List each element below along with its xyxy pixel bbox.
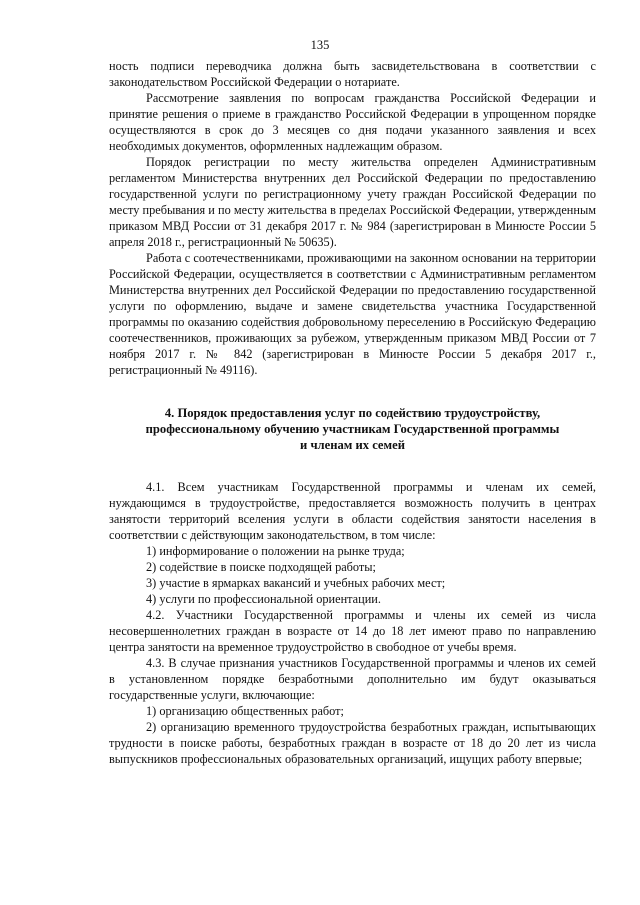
list-item: 2) содействие в поиске подходящей работы;	[146, 560, 376, 574]
document-body	[109, 58, 596, 767]
paragraph-continuation: ность подписи переводчика должна быть засвидетельствована в соответствии с законодательством Российской Федерации о нотариате.	[109, 59, 596, 89]
section-heading	[109, 405, 596, 453]
unemployed-services-list	[109, 703, 596, 719]
page-number: 135	[310, 38, 330, 52]
list-item: 4) услуги по профессиональной ориентации.	[146, 592, 381, 606]
clause-4-3: 4.3. В случае признания участников Государственной программы и членов их семей в установленном порядке безработными дополнительно им будут оказываться государственные услуги, включающие:	[109, 656, 596, 702]
list-item: 3) участие в ярмарках вакансий и учебных рабочих мест;	[146, 576, 446, 590]
list-item: 1) информирование о положении на рынке труда;	[146, 544, 405, 558]
paragraph-registration-procedure: Порядок регистрации по месту жительства определен Административным регламентом Министерства внутренних дел Российской Федерации по предоставлению государственной услуги по регистрационному учету граждан Российской Федерации по месту пребывания и по месту жительства в пределах Российской Федерации, утвержденным приказом МВД России от 31 декабря 2017 г. № 984 (зарегистрирован в Минюсте России 5 апреля 2018 г., регистрационный № 50635).	[109, 155, 596, 249]
paragraph-compatriots-work: Работа с соотечественниками, проживающими на законном основании на территории Российской Федерации, осуществляется в соответствии с Административным регламентом Министерства внутренних дел Российской Федерации по предоставлению государственной услуги по оформлению, выдаче и замене свидетельства участника Государственной программы по оказанию содействия добровольному переселению в Российскую Федерацию соотечественников, проживающих за рубежом, утвержденным приказом МВД России от 7 ноября 2017 г. № 842 (зарегистрирован в Минюсте России 5 декабря 2017 г., регистрационный № 49116).	[109, 251, 596, 377]
paragraph-citizenship-review: Рассмотрение заявления по вопросам гражданства Российской Федерации и принятие решения о приеме в гражданство Российской Федерации в упрощенном порядке осуществляются в срок до 3 месяцев со дня подачи указанного заявления и всех необходимых документов, оформленных надлежащим образом.	[109, 91, 596, 153]
section-heading-line-2: профессиональному обучению участникам Государственной программы	[145, 422, 560, 436]
list-item: 1) организацию общественных работ;	[146, 704, 344, 718]
section-heading-line-3: и членам их семей	[300, 438, 405, 452]
clause-4-1: 4.1. Всем участникам Государственной программы и членам их семей, нуждающимся в трудоустройстве, предоставляется возможность получить в центрах занятости территорий вселения услуги в области содействия занятости населения в соответствии с действующим законодательством, в том числе:	[109, 480, 596, 542]
section-heading-line-1: 4. Порядок предоставления услуг по содействию трудоустройству,	[164, 406, 541, 420]
clause-4-2: 4.2. Участники Государственной программы и члены их семей из числа несовершеннолетних граждан в возрасте от 14 до 18 лет имеют право по направлению центра занятости на временное трудоустройство в свободное от учебы время.	[109, 608, 596, 654]
employment-services-list	[109, 543, 596, 607]
clause-4-3-item-2: 2) организацию временного трудоустройства безработных граждан, испытывающих трудности в поиске работы, безработных граждан в возрасте от 18 до 20 лет из числа выпускников профессиональных образовательных организаций, ищущих работу впервые;	[109, 720, 596, 766]
